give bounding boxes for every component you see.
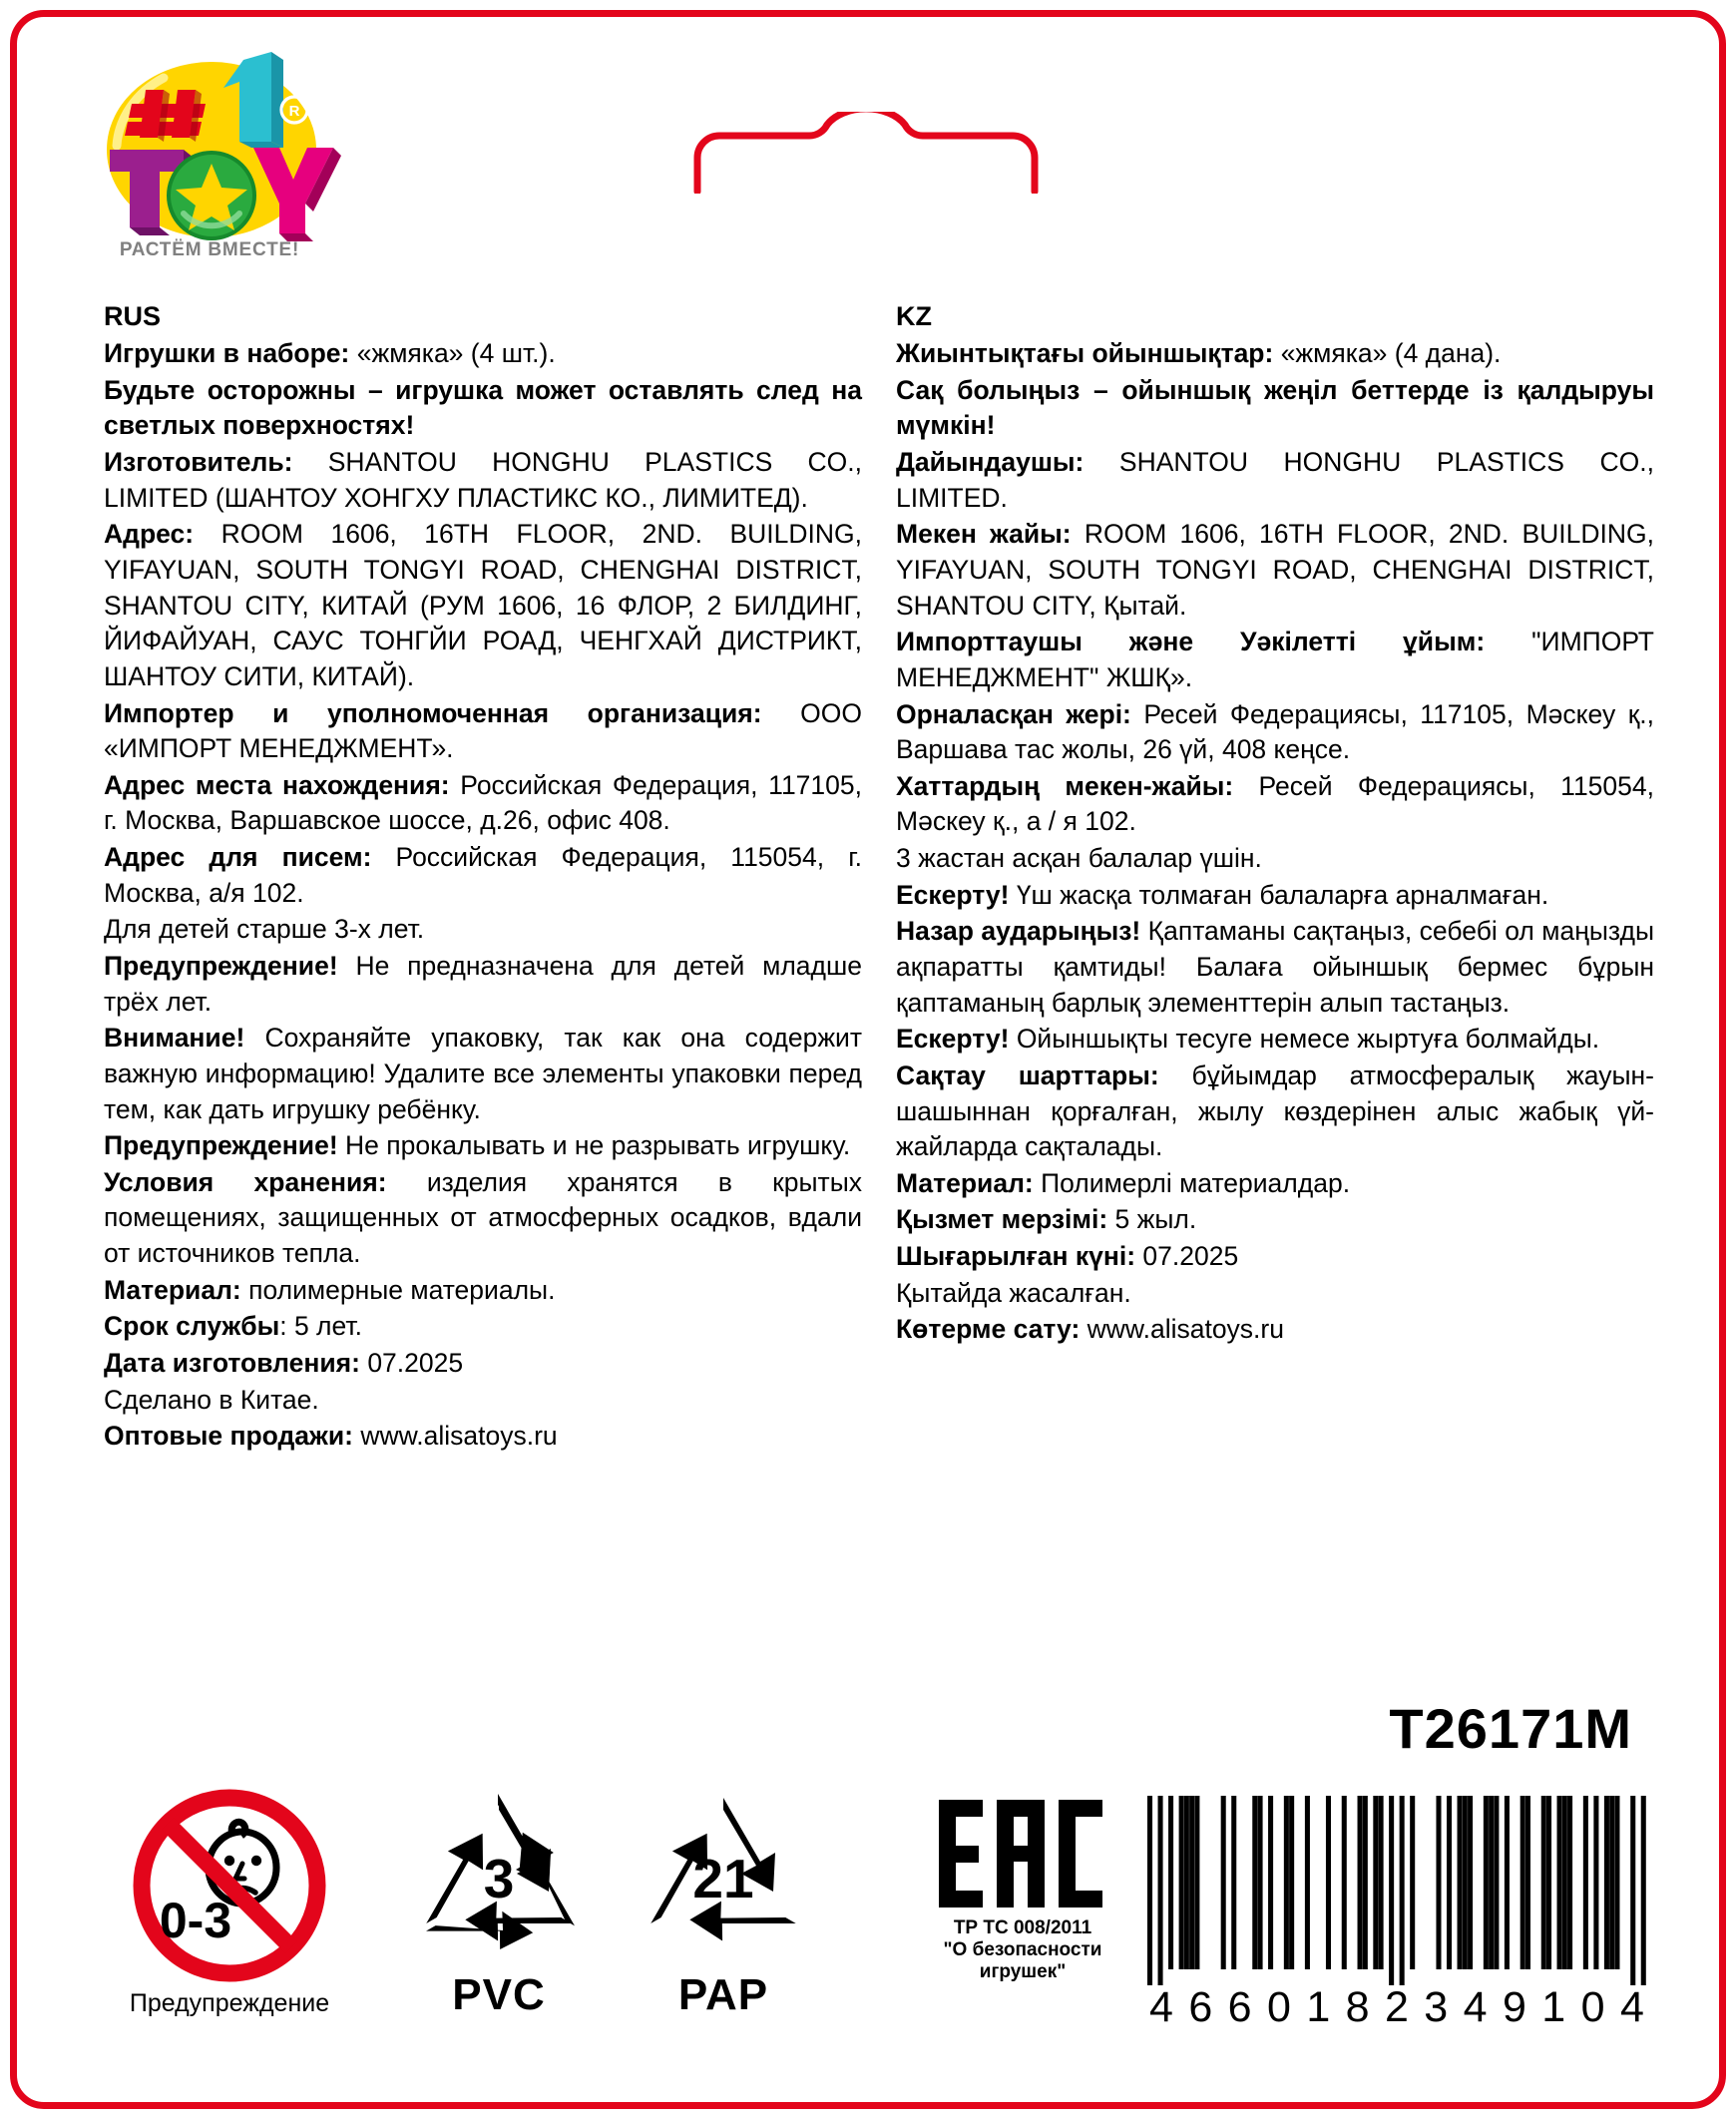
recycle-pvc-label: PVC: [452, 1970, 546, 2019]
kz-line-8-value: Үш жасқа толмаған балаларға арналмаған.: [1009, 879, 1549, 910]
barcode-digit-0: 4: [1149, 1983, 1173, 2031]
kz-line-7: [896, 841, 1654, 877]
rus-line-13-label: Срок службы: [104, 1311, 280, 1342]
rus-line-14-value: 07.2025: [359, 1348, 464, 1379]
recycle-pap-block: [614, 1786, 833, 2020]
rus-line-10-value: Не прокалывать и не разрывать игрушку.: [337, 1130, 851, 1161]
rus-line-4: [104, 696, 862, 767]
brand-logo: [72, 38, 341, 252]
rus-line-7: [104, 912, 862, 948]
rus-line-0-label: Игрушки в наборе:: [104, 338, 350, 369]
kz-line-16: [896, 1312, 1654, 1348]
kz-line-8-label: Ескерту!: [896, 879, 1010, 910]
barcode-block: [1147, 1796, 1646, 2032]
recycle-pap-label: PAP: [677, 1970, 769, 2019]
kz-line-13: [896, 1202, 1654, 1238]
info-columns: [0, 299, 1736, 1456]
kz-line-6-label: Хаттардың мекен-жайы:: [896, 770, 1234, 801]
kz-line-0-value: «жмяка» (4 дана).: [1273, 338, 1502, 369]
kz-line-10-value: Ойыншықты тесуге немесе жыртуға болмайды.: [1009, 1024, 1600, 1055]
rus-line-16-label: Оптовые продажи:: [104, 1421, 353, 1452]
kz-line-1: [896, 373, 1654, 444]
age-warning-block: [80, 1786, 379, 2018]
barcode-digit-2: 6: [1227, 1983, 1252, 2031]
rus-line-6: [104, 840, 862, 911]
kz-line-11-label: Сақтау шарттары:: [896, 1060, 1159, 1090]
kz-line-0-label: Жиынтықтағы ойыншықтар:: [896, 338, 1274, 369]
eac-caption-line1: ТР ТС 008/2011: [953, 1917, 1092, 1938]
barcode-digit-5: 8: [1345, 1983, 1370, 2031]
rus-line-5-label: Адрес места нахождения:: [104, 769, 450, 800]
rus-line-0: [104, 336, 862, 372]
barcode-digit-9: 9: [1502, 1983, 1526, 2031]
kz-line-5-value: Ресей Федерациясы, 117105, Мәскеу қ., Варшава тас жолы, 26 үй, 408 кеңсе.: [896, 698, 1655, 765]
eac-caption-line2: "О безопасности: [943, 1939, 1102, 1961]
rus-line-8: [104, 949, 862, 1020]
rus-heading: RUS: [104, 301, 162, 331]
kz-line-4: [896, 625, 1654, 695]
rus-line-15-value: Сделано в Китае.: [104, 1384, 319, 1415]
rus-line-11: [104, 1165, 862, 1272]
rus-line-3-value: ROOM 1606, 16TH FLOOR, 2ND. BUILDING, YIFAYUAN, SOUTH TONGYI ROAD, CHENGHAI DISTRICT, SHANTOU CITY, КИТАЙ (РУМ 1606, 16 ФЛОР, 2 БИЛДИНГ, ЙИФАЙУАН, САУС ТОНГЙИ РОАД, ЧЕНГХАЙ ДИСТРИКТ, ШАНТОУ СИТИ, КИТАЙ).: [104, 519, 862, 691]
rus-line-1-label: Будьте осторожны – игрушка может оставлять след на светлых поверхностях!: [104, 374, 862, 441]
kz-line-1-label: Сақ болыңыз – ойыншық жеңіл беттерде із қалдыруы мүмкін!: [896, 374, 1654, 441]
kz-line-5-label: Орналасқан жері:: [896, 698, 1131, 729]
rus-line-15: [104, 1383, 862, 1419]
barcode-digits: [1147, 1983, 1646, 2032]
kz-line-2: [896, 445, 1654, 516]
kz-line-6-value: Ресей Федерациясы, 115054, Мәскеу қ., а / я 102.: [896, 770, 1654, 837]
kz-line-5: [896, 697, 1654, 768]
eac-conformity-icon: [933, 1794, 1112, 1913]
kz-line-16-value: www.alisatoys.ru: [1080, 1314, 1284, 1345]
rus-line-2-value: SHANTOU HONGHU PLASTICS CO., LIMITED (ШАНТОУ ХОНГХУ ПЛАСТИКС КО., ЛИМИТЕД).: [104, 447, 862, 513]
kz-line-15-value: Қытайда жасалған.: [896, 1277, 1131, 1308]
rus-line-13-value: : 5 лет.: [279, 1311, 362, 1342]
kz-line-11-value: бұйымдар атмосфералық жауын-шашыннан қорғалған, жылу көздерінен алыс жабық үй-жайларда сақталады.: [896, 1060, 1654, 1162]
rus-line-9: [104, 1021, 862, 1127]
rus-line-16-value: www.alisatoys.ru: [352, 1421, 558, 1452]
kz-line-2-label: Дайындаушы:: [896, 447, 1085, 478]
kz-line-3-label: Мекен жайы:: [896, 519, 1072, 550]
barcode-image: [1147, 1796, 1646, 1985]
kz-line-12-label: Материал:: [896, 1167, 1034, 1198]
kz-line-13-value: 5 жыл.: [1107, 1204, 1197, 1235]
rus-line-14-label: Дата изготовления:: [104, 1348, 360, 1379]
barcode-digit-7: 3: [1424, 1983, 1449, 2031]
eac-block: [878, 1794, 1167, 1983]
barcode-digit-4: 1: [1306, 1983, 1331, 2031]
rus-line-1: [104, 373, 862, 444]
kz-line-13-label: Қызмет мерзімі:: [896, 1204, 1108, 1235]
rus-line-6-label: Адрес для писем:: [104, 842, 372, 873]
rus-line-4-label: Импортер и уполномоченная организация:: [104, 697, 762, 728]
barcode-digit-3: 0: [1266, 1983, 1291, 2031]
rus-line-0-value: «жмяка» (4 шт.).: [349, 338, 556, 369]
kz-line-3-value: ROOM 1606, 16TH FLOOR, 2ND. BUILDING, YIFAYUAN, SOUTH TONGYI ROAD, CHENGHAI DISTRICT, SHANTOU CITY, Қытай.: [896, 519, 1655, 621]
rus-line-16: [104, 1419, 862, 1455]
hang-tab-icon: [691, 112, 1041, 194]
kz-line-0: [896, 336, 1654, 372]
kz-line-7-value: 3 жастан асқан балалар үшін.: [896, 843, 1262, 874]
rus-line-4-value: ООО «ИМПОРТ МЕНЕДЖМЕНТ».: [104, 697, 862, 764]
kz-line-10-label: Ескерту!: [896, 1024, 1010, 1055]
recycle-pvc-icon: [399, 1786, 599, 1970]
kz-line-10: [896, 1022, 1654, 1058]
kz-line-6: [896, 769, 1654, 840]
kz-line-4-value: "ИМПОРТ МЕНЕДЖМЕНТ" ЖШҚ».: [896, 627, 1654, 692]
kz-line-15: [896, 1276, 1654, 1312]
recycle-pvc-block: [389, 1786, 609, 2020]
rus-line-9-value: Сохраняйте упаковку, так как она содержит важную информацию! Удалите все элементы упаковки перед тем, как дать игрушку ребёнку.: [104, 1023, 862, 1124]
rus-line-8-label: Предупреждение!: [104, 950, 338, 981]
rus-line-14: [104, 1346, 862, 1382]
rus-line-2-label: Изготовитель:: [104, 447, 293, 478]
recycle-pap-number: 21: [692, 1848, 754, 1909]
age-warning-caption: Предупреждение: [129, 1989, 330, 2017]
kz-line-9-value: Қаптаманы сақтаңыз, себебі ол маңызды ақпаратты қамтиды! Балаға ойыншық бермес бұрын қаптаманың барлық элементтерін алып тастаңыз.: [896, 916, 1654, 1018]
rus-line-5: [104, 768, 862, 839]
svg-text:R: R: [288, 103, 300, 120]
recycle-pvc-number: 3: [483, 1848, 515, 1909]
kz-line-8: [896, 878, 1654, 914]
rus-line-10: [104, 1128, 862, 1164]
svg-text:0-3: 0-3: [159, 1893, 232, 1948]
barcode-digit-12: 4: [1619, 1983, 1644, 2031]
kz-line-3: [896, 517, 1654, 624]
rus-line-11-label: Условия хранения:: [104, 1166, 387, 1197]
rus-line-7-value: Для детей старше 3-х лет.: [104, 914, 425, 945]
rus-line-10-label: Предупреждение!: [104, 1130, 338, 1161]
kz-line-4-label: Импорттаушы және Уәкілетті ұйым:: [896, 627, 1486, 657]
kz-line-16-label: Көтерме сату:: [896, 1314, 1081, 1345]
kz-line-12-value: Полимерлі материалдар.: [1033, 1167, 1351, 1198]
rus-line-12-value: полимерные материалы.: [240, 1274, 556, 1305]
rus-line-12-label: Материал:: [104, 1274, 241, 1305]
rus-line-12: [104, 1273, 862, 1309]
kz-line-14: [896, 1239, 1654, 1275]
brand-tagline: РАСТЁМ ВМЕСТЕ!: [119, 239, 300, 260]
0-3-age-warning-icon: [130, 1786, 329, 1985]
rus-column: [104, 299, 862, 1456]
product-code: T26171M: [1389, 1697, 1632, 1760]
kz-line-2-value: SHANTOU HONGHU PLASTICS CO., LIMITED.: [896, 447, 1654, 513]
barcode-digit-8: 4: [1463, 1983, 1488, 2031]
rus-line-11-value: изделия хранятся в крытых помещениях, защищенных от атмосферных осадков, вдали от источников тепла.: [104, 1166, 862, 1269]
barcode-digit-11: 0: [1580, 1983, 1605, 2031]
eac-caption-line3: игрушек": [979, 1961, 1067, 1983]
recycle-pap-icon: [624, 1786, 823, 1970]
barcode-digit-10: 1: [1541, 1983, 1566, 2031]
kz-line-11: [896, 1059, 1654, 1165]
kz-heading: KZ: [896, 301, 932, 331]
rus-line-6-value: Российская Федерация, 115054, г. Москва, а/я 102.: [104, 842, 863, 908]
rus-line-3-label: Адрес:: [104, 519, 195, 550]
rus-line-9-label: Внимание!: [104, 1023, 245, 1054]
rus-line-13: [104, 1309, 862, 1345]
rus-line-3: [104, 517, 862, 694]
rus-line-8-value: Не предназначена для детей младше трёх лет.: [104, 950, 862, 1017]
rus-line-5-value: Российская Федерация, 117105, г. Москва, Варшавское шоссе, д.26, офис 408.: [104, 769, 862, 836]
rus-line-2: [104, 445, 862, 516]
kz-line-9: [896, 914, 1654, 1021]
kz-line-14-label: Шығарылған күні:: [896, 1241, 1136, 1272]
barcode-digit-1: 6: [1188, 1983, 1213, 2031]
kz-column: [896, 299, 1654, 1456]
kz-line-14-value: 07.2025: [1135, 1241, 1239, 1272]
kz-line-9-label: Назар аударыңыз!: [896, 916, 1141, 947]
kz-line-12: [896, 1166, 1654, 1202]
barcode-digit-6: 2: [1384, 1983, 1409, 2031]
